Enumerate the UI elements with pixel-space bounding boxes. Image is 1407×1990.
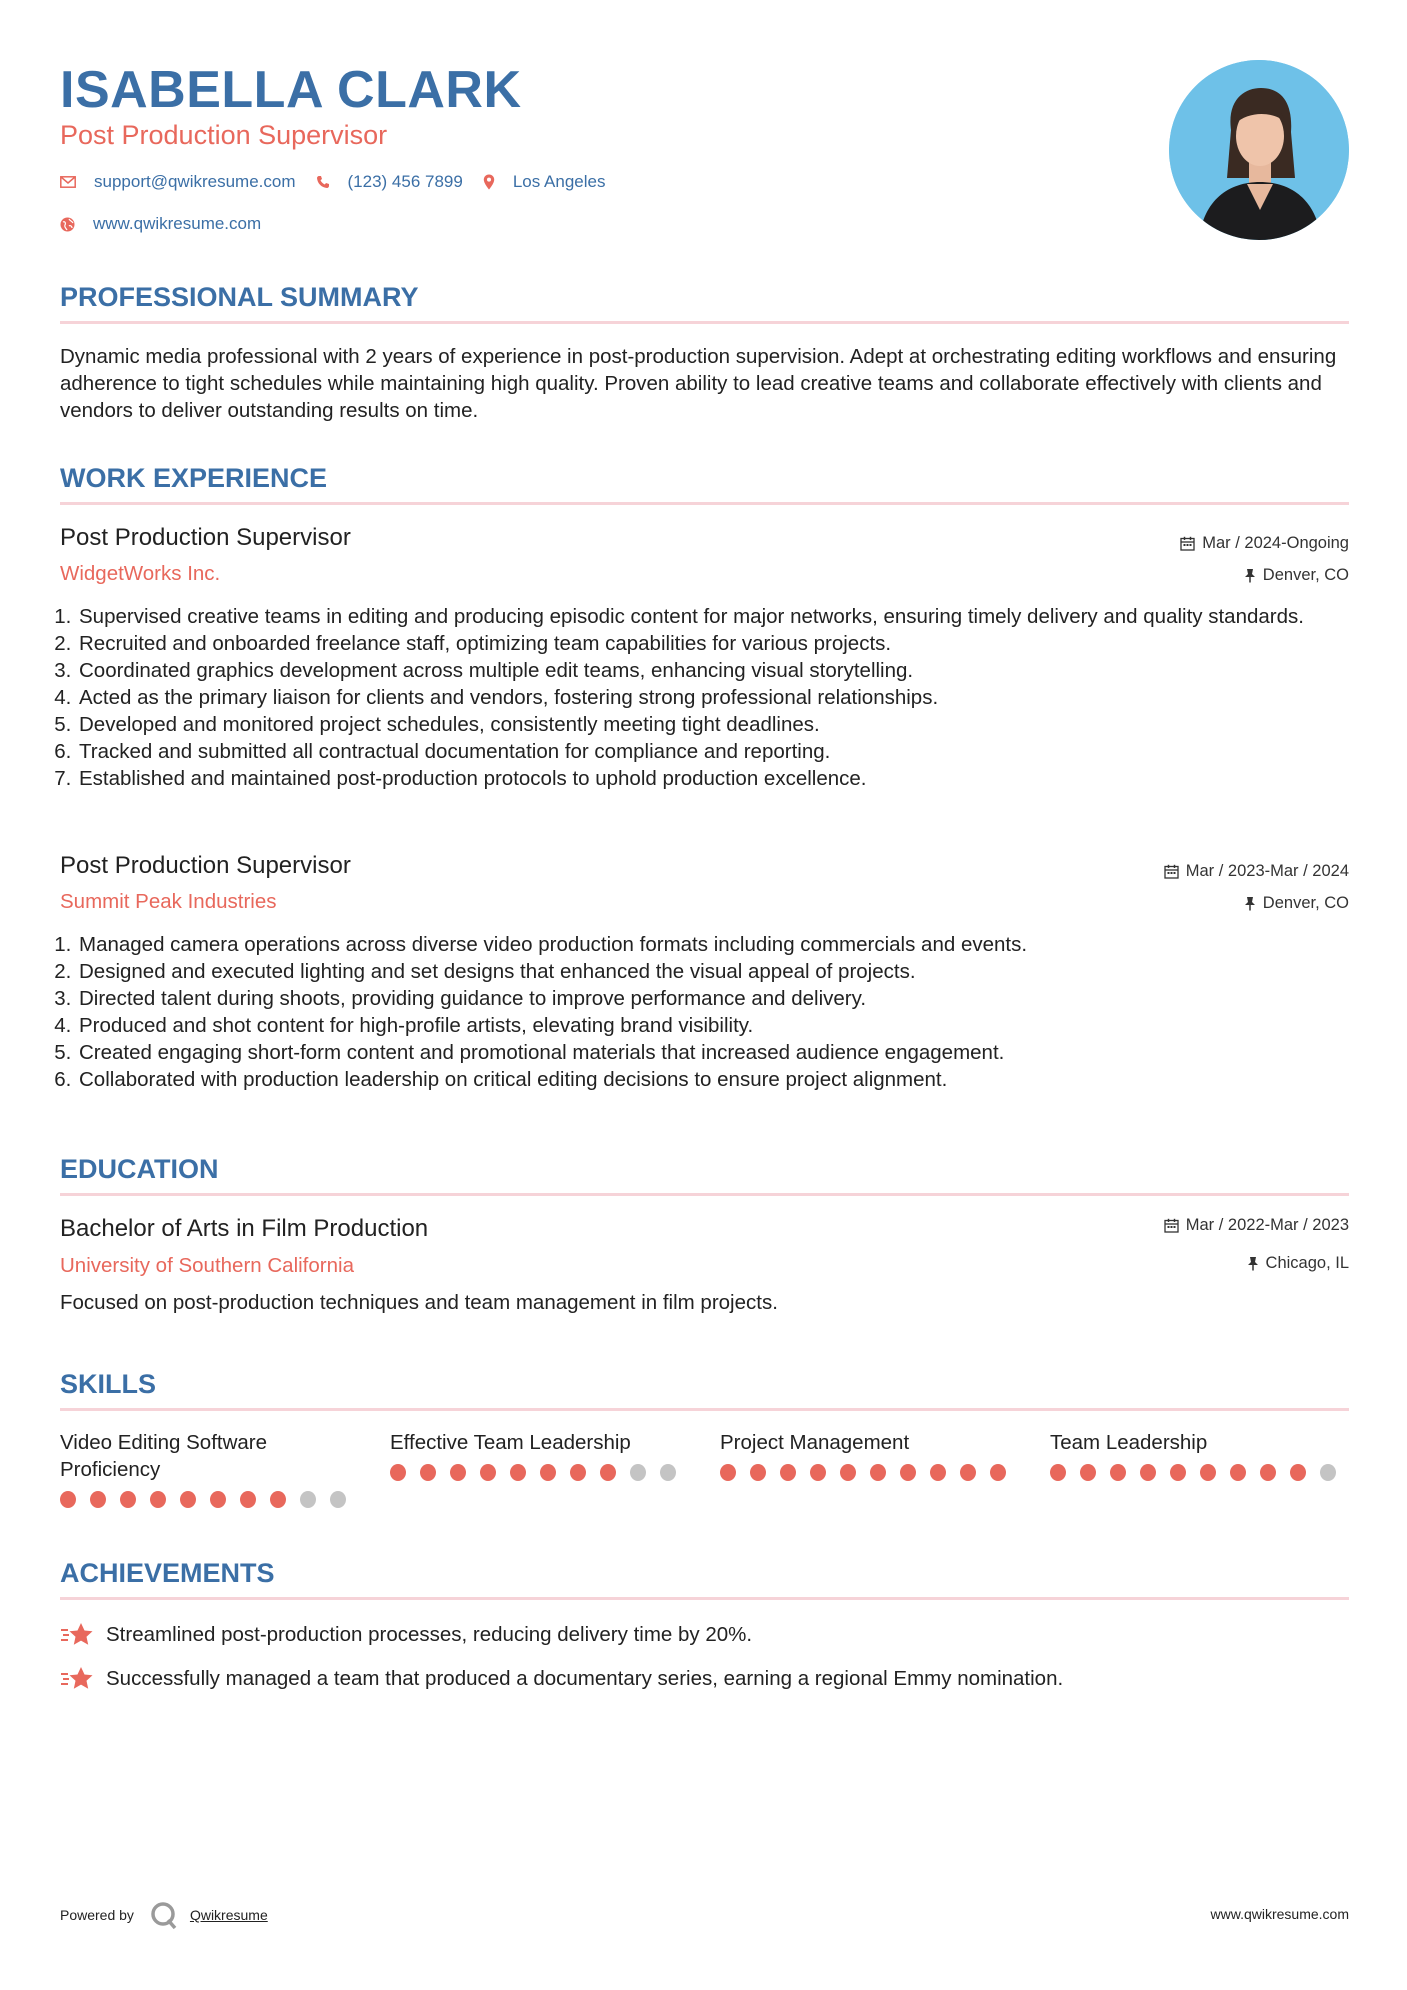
- star-icon: [60, 1621, 94, 1649]
- rating-dot-filled: [150, 1491, 166, 1508]
- skill-team-leadership-effective: [390, 1429, 690, 1481]
- rating-dot-filled: [540, 1464, 556, 1481]
- powered-by-label: Powered by: [60, 1907, 134, 1923]
- list-item: 2. Recruited and onboarded freelance staff, optimizing team capabilities for various projects.: [77, 630, 1349, 657]
- rating-dot-filled: [720, 1464, 736, 1481]
- rating-dot-filled: [870, 1464, 886, 1481]
- education-dates-text: Mar / 2022-Mar / 2023: [1185, 1216, 1349, 1234]
- job-2-dates: [1164, 860, 1349, 882]
- list-item: 6. Collaborated with production leadership on critical editing decisions to ensure project alignment.: [77, 1066, 1349, 1093]
- education-location: [1247, 1252, 1349, 1274]
- job-1-location-text: Denver, CO: [1262, 566, 1349, 584]
- contact-row-2: [60, 214, 281, 234]
- email-text: support@qwikresume.com: [94, 172, 296, 191]
- education-degree: Bachelor of Arts in Film Production: [60, 1215, 429, 1242]
- skill-project-management: [720, 1429, 1020, 1481]
- skills-heading: SKILLS: [60, 1369, 157, 1399]
- list-item: 7. Established and maintained post-production protocols to uphold production excellence.: [77, 765, 1349, 792]
- rating-dot-filled: [420, 1464, 436, 1481]
- location-text: Los Angeles: [512, 172, 606, 191]
- list-item: 6. Tracked and submitted all contractual documentation for compliance and reporting.: [77, 738, 1349, 765]
- rating-dot-filled: [240, 1491, 256, 1508]
- skill-video-editing: [60, 1429, 360, 1508]
- pushpin-icon: [1244, 896, 1256, 911]
- rating-dot-filled: [1170, 1464, 1186, 1481]
- job-1-dates: [1180, 532, 1349, 554]
- experience-heading: WORK EXPERIENCE: [60, 463, 328, 493]
- list-item: 2. Designed and executed lighting and set designs that enhanced the visual appeal of projects.: [77, 958, 1349, 985]
- summary-divider: [60, 321, 1349, 324]
- education-description: Focused on post-production techniques and team management in film projects.: [60, 1291, 778, 1314]
- achievement-item: [60, 1665, 1063, 1693]
- list-item: 1. Managed camera operations across diverse video production formats including commercials and events.: [77, 931, 1349, 958]
- job-1-dates-text: Mar / 2024-Ongoing: [1202, 534, 1349, 552]
- rating-dot-filled: [570, 1464, 586, 1481]
- rating-dot-filled: [750, 1464, 766, 1481]
- rating-dot-filled: [600, 1464, 616, 1481]
- rating-dot-empty: [1320, 1464, 1336, 1481]
- contact-email[interactable]: [60, 172, 296, 192]
- email-icon: [60, 176, 76, 188]
- summary-heading: PROFESSIONAL SUMMARY: [60, 282, 419, 312]
- calendar-icon: [1164, 864, 1179, 879]
- skill-label: Project Management: [720, 1431, 910, 1454]
- qwikresume-logo-icon: [148, 1900, 180, 1930]
- rating-dot-filled: [390, 1464, 406, 1481]
- education-heading: EDUCATION: [60, 1154, 219, 1184]
- rating-dot-filled: [1230, 1464, 1246, 1481]
- rating-dot-filled: [180, 1491, 196, 1508]
- rating-dot-filled: [210, 1491, 226, 1508]
- pushpin-icon: [1244, 568, 1256, 583]
- achievement-item: [60, 1621, 752, 1649]
- footer-website[interactable]: www.qwikresume.com: [1210, 1906, 1349, 1922]
- rating-dot-filled: [90, 1491, 106, 1508]
- rating-dot-filled: [990, 1464, 1006, 1481]
- list-item: 5. Created engaging short-form content and promotional materials that increased audience engagement.: [77, 1039, 1349, 1066]
- job-1-title: Post Production Supervisor: [60, 524, 351, 551]
- rating-dot-filled: [960, 1464, 976, 1481]
- calendar-icon: [1164, 1218, 1179, 1233]
- contact-location: [483, 172, 606, 192]
- education-divider: [60, 1193, 1349, 1196]
- experience-divider: [60, 502, 1349, 505]
- skill-rating: [390, 1464, 690, 1481]
- job-2-company: Summit Peak Industries: [60, 890, 277, 913]
- contact-phone[interactable]: [316, 172, 463, 192]
- education-school: University of Southern California: [60, 1254, 354, 1277]
- job-2-bullets: [60, 931, 1349, 1093]
- rating-dot-filled: [1110, 1464, 1126, 1481]
- achievement-text: Streamlined post-production processes, reducing delivery time by 20%.: [106, 1623, 753, 1646]
- job-2-dates-text: Mar / 2023-Mar / 2024: [1185, 862, 1349, 880]
- rating-dot-filled: [810, 1464, 826, 1481]
- rating-dot-filled: [930, 1464, 946, 1481]
- rating-dot-filled: [1080, 1464, 1096, 1481]
- achievements-divider: [60, 1597, 1349, 1600]
- job-1-bullets: [60, 603, 1349, 792]
- job-1-company: WidgetWorks Inc.: [60, 562, 221, 585]
- calendar-icon: [1180, 536, 1195, 551]
- skill-label: Effective Team Leadership: [390, 1431, 631, 1454]
- resume-page: [60, 0, 1349, 1990]
- rating-dot-filled: [450, 1464, 466, 1481]
- skill-rating: [60, 1491, 360, 1508]
- rating-dot-filled: [510, 1464, 526, 1481]
- list-item: 3. Directed talent during shoots, providing guidance to improve performance and delivery.: [77, 985, 1349, 1012]
- skill-label: Team Leadership: [1050, 1431, 1208, 1454]
- job-2-location-text: Denver, CO: [1262, 894, 1349, 912]
- pushpin-icon: [1247, 1256, 1259, 1271]
- map-pin-icon: [483, 174, 495, 190]
- rating-dot-filled: [1050, 1464, 1066, 1481]
- rating-dot-empty: [330, 1491, 346, 1508]
- candidate-title: Post Production Supervisor: [60, 120, 388, 150]
- rating-dot-empty: [300, 1491, 316, 1508]
- website-text: www.qwikresume.com: [93, 214, 262, 233]
- contact-website[interactable]: [60, 214, 261, 234]
- skill-label: Video Editing Software Proficiency: [60, 1431, 268, 1481]
- achievements-heading: ACHIEVEMENTS: [60, 1558, 275, 1588]
- phone-text: (123) 456 7899: [347, 172, 463, 191]
- star-icon: [60, 1665, 94, 1693]
- footer-powered-by: [60, 1900, 268, 1930]
- rating-dot-filled: [1140, 1464, 1156, 1481]
- list-item: 5. Developed and monitored project schedules, consistently meeting tight deadlines.: [77, 711, 1349, 738]
- rating-dot-filled: [1260, 1464, 1276, 1481]
- job-2-location: [1244, 892, 1349, 914]
- skill-rating: [720, 1464, 1020, 1481]
- rating-dot-filled: [840, 1464, 856, 1481]
- list-item: 1. Supervised creative teams in editing and producing episodic content for major networks, ensuring timely delivery and quality standards.: [77, 603, 1349, 630]
- rating-dot-filled: [900, 1464, 916, 1481]
- rating-dot-filled: [1200, 1464, 1216, 1481]
- rating-dot-filled: [480, 1464, 496, 1481]
- rating-dot-empty: [660, 1464, 676, 1481]
- rating-dot-filled: [120, 1491, 136, 1508]
- skills-divider: [60, 1408, 1349, 1411]
- job-2-title: Post Production Supervisor: [60, 852, 351, 879]
- list-item: 3. Coordinated graphics development across multiple edit teams, enhancing visual storytelling.: [77, 657, 1349, 684]
- rating-dot-filled: [270, 1491, 286, 1508]
- phone-icon: [316, 175, 330, 189]
- rating-dot-empty: [630, 1464, 646, 1481]
- job-1-location: [1244, 564, 1349, 586]
- rating-dot-filled: [780, 1464, 796, 1481]
- rating-dot-filled: [1290, 1464, 1306, 1481]
- profile-portrait-image: [1169, 60, 1349, 240]
- achievement-text: Successfully managed a team that produced a documentary series, earning a regional Emmy nomination.: [106, 1667, 1064, 1690]
- profile-photo: [1169, 60, 1349, 240]
- qwikresume-link[interactable]: Qwikresume: [189, 1907, 268, 1923]
- contact-row-1: [60, 172, 625, 192]
- skill-rating: [1050, 1464, 1350, 1481]
- rating-dot-filled: [60, 1491, 76, 1508]
- list-item: 4. Produced and shot content for high-profile artists, elevating brand visibility.: [77, 1012, 1349, 1039]
- list-item: 4. Acted as the primary liaison for clients and vendors, fostering strong professional relationships.: [77, 684, 1349, 711]
- globe-icon: [60, 217, 75, 232]
- education-dates: [1164, 1214, 1349, 1236]
- summary-text: Dynamic media professional with 2 years of experience in post-production supervision. Adept at orchestrating editing workflows and ensuring adherence to tight schedules while maintaining high quality. Proven ability to lead creative teams and collaborate effectively with clients and vendors to deliver outstanding results on time.: [60, 345, 1337, 422]
- education-location-text: Chicago, IL: [1265, 1254, 1349, 1272]
- candidate-name: ISABELLA CLARK: [60, 61, 522, 119]
- skill-team-leadership: [1050, 1429, 1350, 1481]
